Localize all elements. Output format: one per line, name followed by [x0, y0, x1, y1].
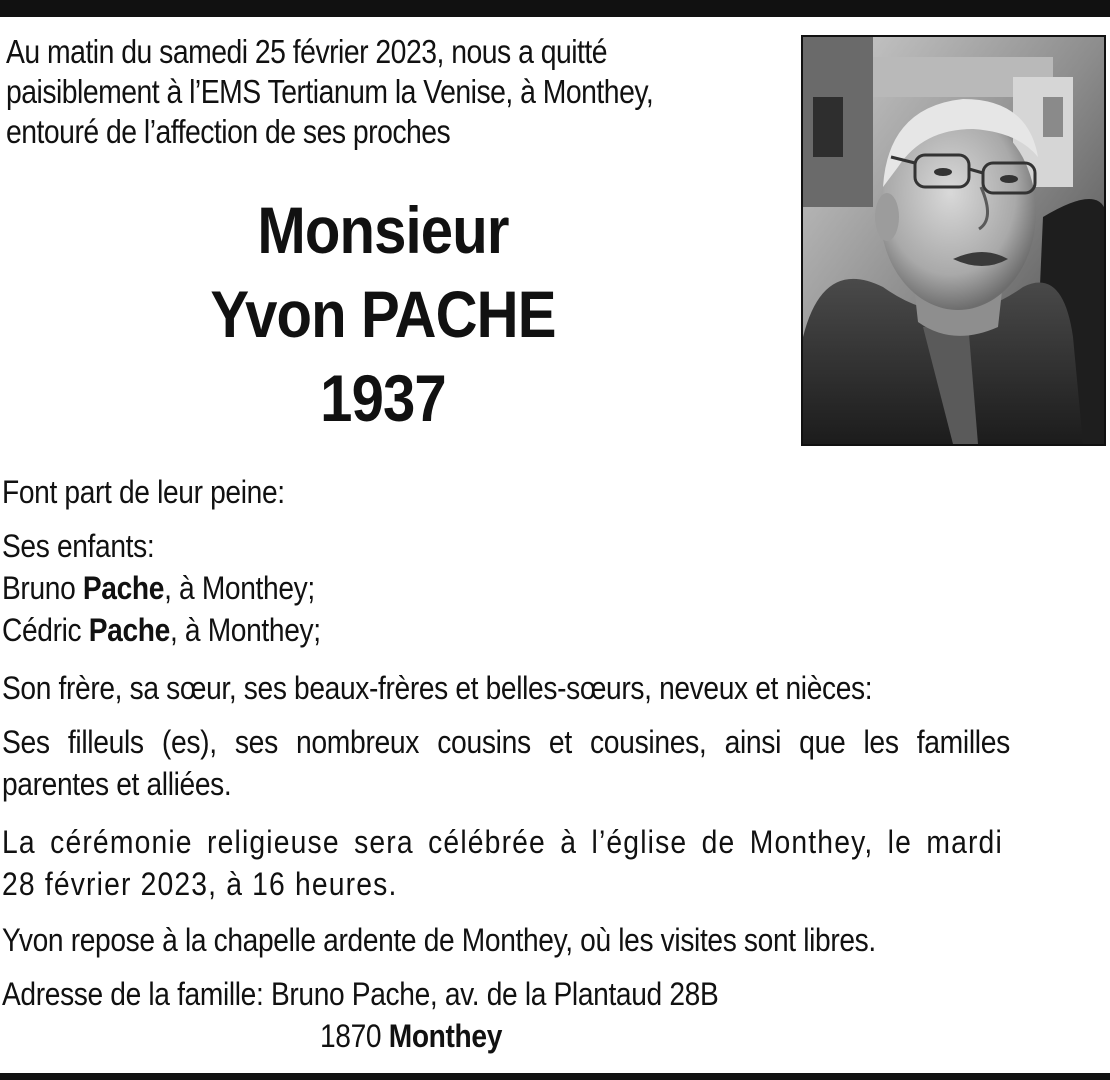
child-first-name: Cédric — [2, 612, 82, 648]
chapel-line: Yvon repose à la chapelle ardente de Monthey, où les visites sont libres. — [2, 922, 876, 958]
godchildren-line — [2, 724, 1010, 761]
godchildren-line-text: Ses filleuls (es), ses nombreux cousins et cousines, ainsi que les familles — [2, 724, 1010, 760]
child-last-name: Pache — [88, 612, 170, 648]
ceremony-line — [2, 824, 1003, 861]
intro-line: entouré de l’affection de ses proches — [6, 113, 451, 150]
ceremony-line-text: La cérémonie religieuse sera célébrée à l’église de Monthey, le mardi — [2, 824, 1003, 860]
godchildren-line: parentes et alliées. — [2, 766, 232, 802]
address-street: Bruno Pache, av. de la Plantaud 28B — [270, 976, 719, 1012]
intro-line: paisiblement à l’EMS Tertianum la Venise, à Monthey, — [6, 73, 654, 110]
child-place: , à Monthey; — [164, 570, 315, 606]
ceremony-line — [2, 866, 397, 903]
bottom-rule — [0, 1073, 1110, 1080]
portrait-photo-icon — [803, 37, 1104, 444]
list-item — [2, 612, 321, 649]
intro-line: Au matin du samedi 25 février 2023, nous a quitté — [6, 33, 608, 70]
deceased-name: Yvon PACHE — [210, 277, 556, 351]
child-last-name: Pache — [82, 570, 165, 606]
family-line: Son frère, sa sœur, ses beaux-frères et belles-sœurs, neveux et nièces: — [2, 670, 873, 706]
address-label: Adresse de la famille: — [2, 976, 264, 1012]
portrait-photo — [801, 35, 1106, 446]
address-line — [2, 976, 718, 1013]
ceremony-line-text: 28 février 2023, à 16 heures. — [2, 866, 398, 902]
address-postcode: 1870 — [320, 1018, 382, 1054]
address-city: Monthey — [388, 1018, 503, 1054]
address-city-line — [320, 1018, 502, 1055]
deceased-name-block — [0, 188, 766, 440]
top-rule — [0, 0, 1110, 17]
child-place: , à Monthey; — [169, 612, 321, 648]
list-item — [2, 570, 315, 607]
children-heading: Ses enfants: — [2, 528, 155, 564]
deceased-year: 1937 — [320, 361, 446, 435]
child-first-name: Bruno — [2, 570, 76, 606]
announce-line: Font part de leur peine: — [2, 474, 285, 510]
deceased-title: Monsieur — [257, 193, 509, 267]
intro-paragraph — [6, 32, 780, 152]
